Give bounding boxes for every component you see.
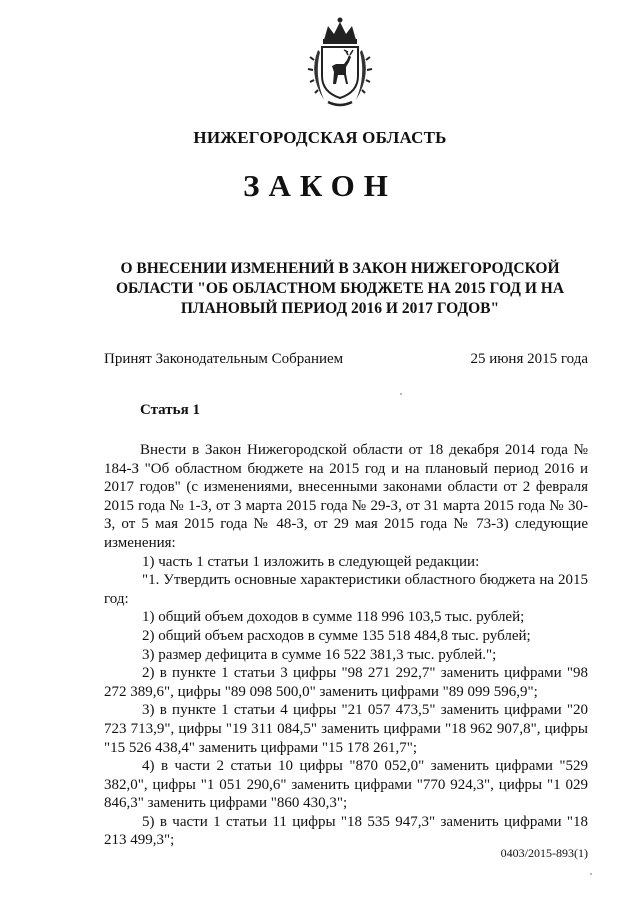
adopted-by: Принят Законодательным Собранием — [104, 351, 344, 367]
paragraph: 3) размер дефицита в сумме 16 522 381,3 тыс. рублей."; — [142, 646, 497, 663]
paragraph: 2) в пункте 1 статьи 3 цифры "98 271 292,7" заменить цифрами "98 272 389,6", цифры "89 098 500,0" заменить цифрами "89 099 596,9"; — [104, 665, 588, 700]
article-body — [104, 441, 588, 850]
paragraph: 2) общий объем расходов в сумме 135 518 484,8 тыс. рублей; — [142, 627, 531, 644]
paragraph: 1) часть 1 статьи 1 изложить в следующей редакции: — [142, 553, 480, 570]
law-title: О ВНЕСЕНИИ ИЗМЕНЕНИЙ В ЗАКОН НИЖЕГОРОДСКОЙ ОБЛАСТИ "ОБ ОБЛАСТНОМ БЮДЖЕТЕ НА 2015 ГОД И НА ПЛАНОВЫЙ ПЕРИОД 2016 И 2017 ГОДОВ" — [115, 260, 565, 317]
paragraph: Внести в Закон Нижегородской области от 18 декабря 2014 года № 184-З "Об областном бюджете на 2015 год и на плановый период 2016 и 2017 годов" (с изменениями, внесенными законами области от 2 февраля 2015 года № 1-З, от 3 марта 2015 года № 29-З, от 31 марта 2015 года № 30-З, от 5 мая 2015 года № 48-З, от 29 мая 2015 года № 73-З) следующие изменения: — [104, 442, 588, 551]
paragraph: 3) в пункте 1 статьи 4 цифры "21 057 473,5" заменить цифрами "20 723 713,9", цифры "19 311 084,5" заменить цифрами "18 962 907,8", цифры "15 526 438,4" заменить цифрами "15 178 261,7"; — [104, 702, 588, 756]
adopted-date: 25 июня 2015 года — [470, 351, 588, 367]
document-type-heading: ЗАКОН — [243, 168, 397, 203]
paragraph: "1. Утвердить основные характеристики областного бюджета на 2015 год: — [104, 572, 588, 607]
paragraph: 4) в части 2 статьи 10 цифры "870 052,0" заменить цифрами "529 382,0", цифры "1 051 290,6" заменить цифрами "770 924,3", цифры "1 029 846,3" заменить цифрами "860 430,3"; — [104, 758, 588, 812]
region-heading: НИЖЕГОРОДСКАЯ ОБЛАСТЬ — [193, 128, 447, 147]
scan-speck — [400, 393, 402, 395]
document-code: 0403/2015-893(1) — [500, 846, 588, 860]
coat-of-arms-emblem — [300, 14, 380, 110]
scan-speck — [590, 873, 592, 875]
article-heading: Статья 1 — [140, 402, 200, 418]
paragraph: 1) общий объем доходов в сумме 118 996 103,5 тыс. рублей; — [142, 609, 525, 626]
paragraph: 5) в части 1 статьи 11 цифры "18 535 947,3" заменить цифрами "18 213 499,3"; — [104, 813, 588, 849]
